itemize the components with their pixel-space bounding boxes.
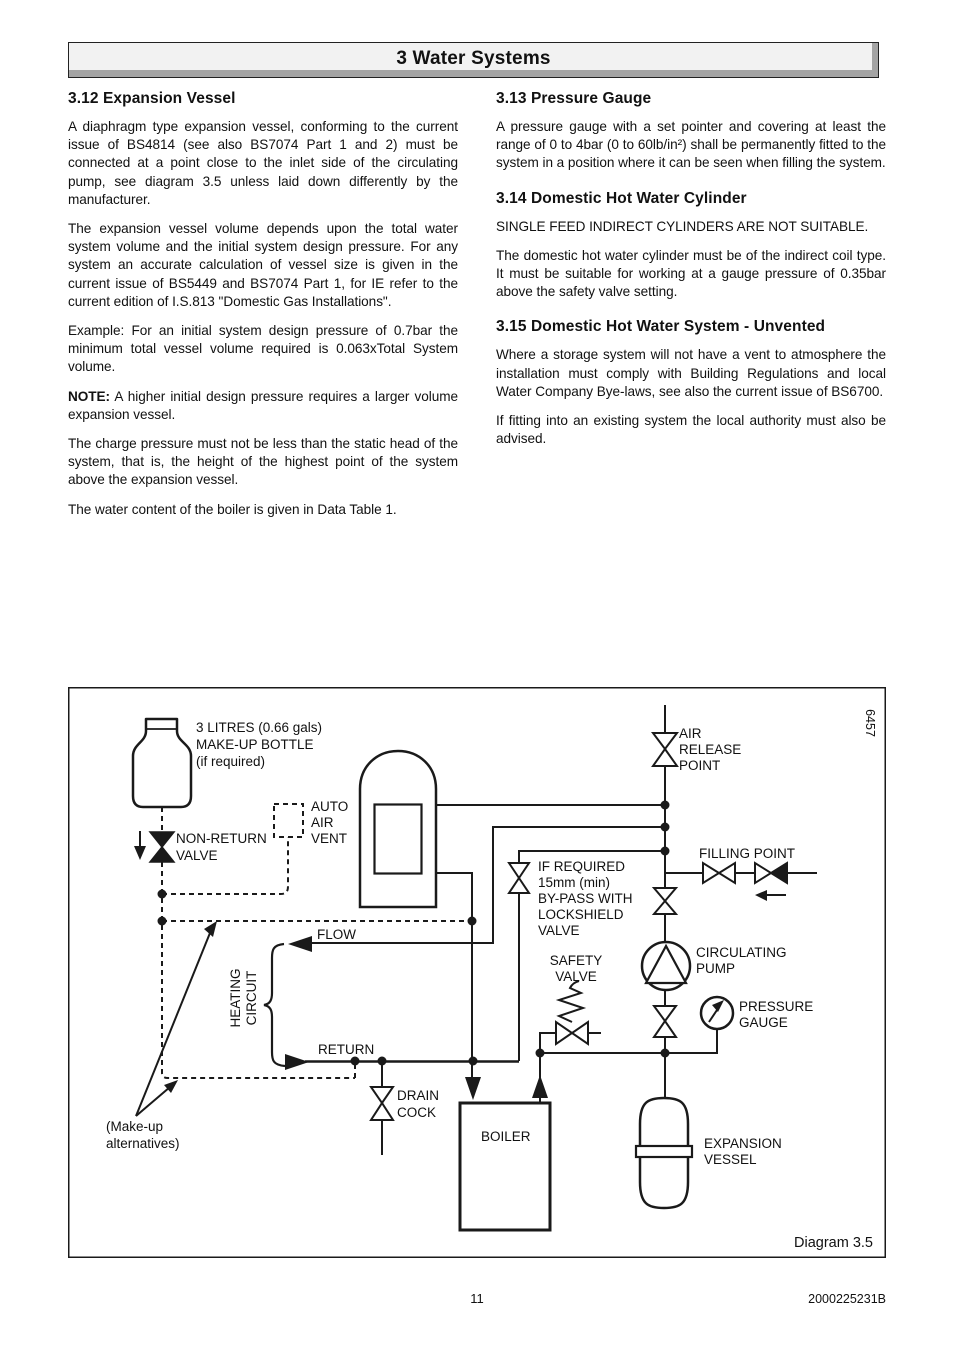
label-drain-cock: DRAIN — [397, 1088, 440, 1103]
label-safety-valve: VALVE — [555, 969, 597, 984]
label-make-up-bottle: 3 LITRES (0.66 gals) — [196, 720, 323, 735]
heading-3-15: 3.15 Domestic Hot Water System - Unvented — [496, 318, 826, 336]
air-release-valve-icon — [653, 733, 677, 766]
label-pressure-gauge: PRESSURE — [739, 999, 814, 1014]
label-bypass: IF REQUIRED — [538, 859, 626, 874]
label-drain-cock: COCK — [397, 1105, 437, 1120]
main-line-valve-icon — [654, 888, 676, 914]
label-heating-circuit: HEATING — [228, 968, 243, 1028]
pump-isolating-valve-icon — [654, 1006, 676, 1037]
lockshield-bypass-valve-icon — [509, 863, 529, 893]
filling-flow-arrowhead — [755, 890, 767, 901]
filling-valve-icon — [703, 863, 735, 883]
pressure-gauge-icon — [701, 997, 733, 1029]
diagram-caption: Diagram 3.5 — [794, 1235, 873, 1251]
label-auto-air-vent: AUTO — [311, 799, 349, 814]
label-make-up-bottle: (if required) — [196, 754, 266, 769]
label-return: RETURN — [318, 1042, 375, 1057]
paragraph: The water content of the boiler is given in Data Table 1. — [68, 501, 397, 517]
makeup-arrow-long — [136, 928, 212, 1116]
label-bypass: 15mm (min) — [538, 875, 611, 890]
label-auto-air-vent: AIR — [311, 815, 334, 830]
paragraph: Where a storage system will not have a vent to atmosphere the installation must comply with Building Regulations and local Water Company Bye-laws, see also the current issue of BS6700. — [496, 347, 886, 399]
water-system-diagram — [68, 687, 886, 1258]
right-column — [496, 90, 886, 459]
safety-valve-spring — [559, 981, 583, 1022]
label-bypass: VALVE — [538, 923, 580, 938]
safety-valve-stub — [540, 1033, 601, 1053]
make-up-bottle-shape — [133, 719, 191, 807]
page-title: 3 Water Systems — [396, 48, 551, 69]
safety-valve-icon — [556, 1022, 588, 1044]
section-title-bar — [68, 42, 879, 78]
paragraph: A pressure gauge with a set pointer and covering at least the range of 0 to 4bar (0 to 60lb/in²) shall be permanently fitted to the system in a position where it can be seen when filling the system. — [496, 119, 886, 171]
paragraph: The charge pressure must not be less than the static head of the system, that is, the height of the highest point of the system above the expansion vessel. — [68, 436, 458, 488]
flow-arrowhead — [288, 936, 312, 952]
auto-air-vent-box — [274, 804, 303, 837]
page-number: 11 — [470, 1291, 484, 1306]
paragraph: SINGLE FEED INDIRECT CYLINDERS ARE NOT SUITABLE. — [496, 218, 869, 234]
filling-check-valve-icon — [755, 863, 787, 883]
note-text: A higher initial design pressure requires a larger volume expansion vessel. — [68, 388, 458, 422]
paragraph-note — [68, 388, 458, 424]
heading-3-12: 3.12 Expansion Vessel — [68, 90, 236, 107]
label-circulating-pump: PUMP — [696, 961, 736, 976]
label-expansion-vessel: VESSEL — [704, 1152, 757, 1167]
heading-3-14: 3.14 Domestic Hot Water Cylinder — [496, 189, 747, 207]
label-non-return-valve: VALVE — [176, 848, 218, 863]
label-bypass: BY-PASS WITH — [538, 891, 633, 906]
note-prefix: NOTE: — [68, 388, 111, 404]
paragraph: The domestic hot water cylinder must be of the indirect coil type. It must be suitable for working at a gauge pressure of 0.35bar above the safety valve setting. — [496, 247, 886, 300]
nrv-flow-arrowhead — [134, 846, 146, 860]
label-filling-point: FILLING POINT — [699, 846, 796, 861]
label-heating-circuit: CIRCUIT — [244, 970, 259, 1026]
drain-cock-valve-icon — [371, 1087, 393, 1120]
label-make-up-bottle: MAKE-UP BOTTLE — [196, 737, 314, 752]
label-make-up-alternatives: (Make-up — [106, 1119, 164, 1134]
makeup-long-arrowhead — [204, 921, 217, 937]
heading-3-13: 3.13 Pressure Gauge — [496, 90, 652, 107]
label-non-return-valve: NON-RETURN — [176, 831, 267, 846]
return-arrowhead — [285, 1054, 309, 1070]
label-make-up-alternatives: alternatives) — [106, 1136, 180, 1151]
paragraph: If fitting into an existing system the local authority must also be advised. — [496, 413, 886, 447]
heating-circuit-brace — [264, 944, 285, 1066]
label-air-release-point: AIR — [679, 726, 702, 741]
left-column — [68, 90, 458, 530]
boiler-flow-arrowhead — [532, 1075, 548, 1098]
label-boiler: BOILER — [481, 1129, 531, 1144]
circulating-pump-icon — [642, 942, 690, 990]
label-expansion-vessel: EXPANSION — [704, 1136, 782, 1151]
paragraph: The expansion vessel volume depends upon the total water system volume and the initial system design pressure. For any system an accurate calculation of vessel size is given in the current issue of BS5449 and BS7074 Part 1, for IE refer to the current edition of I.S.813 "Domestic Gas Installations". — [68, 221, 458, 309]
label-circulating-pump: CIRCULATING — [696, 945, 787, 960]
label-flow: FLOW — [317, 927, 356, 942]
paragraph: Example: For an initial system design pressure of 0.7bar the minimum total vessel volume required is 0.063xTotal System volume. — [68, 323, 458, 375]
diagram-ref-number: 6457 — [863, 709, 877, 737]
paragraph: A diaphragm type expansion vessel, conforming to the current issue of BS4814 (see also BS7074 Part 1 and 2) must be connected at a point close to the inlet side of the circulating pump, see diagram 3.5 unless laid down differently by the manufacturer. — [68, 119, 458, 207]
label-bypass: LOCKSHIELD — [538, 907, 624, 922]
boiler-return-arrowhead — [465, 1077, 481, 1100]
label-pressure-gauge: GAUGE — [739, 1015, 788, 1030]
hot-water-cylinder-shape — [360, 751, 436, 907]
boiler-box — [460, 1103, 550, 1230]
label-air-release-point: POINT — [679, 758, 721, 773]
label-auto-air-vent: VENT — [311, 831, 348, 846]
document-reference: 2000225231B — [808, 1292, 886, 1306]
expansion-vessel-icon — [636, 1098, 692, 1208]
label-safety-valve: SAFETY — [549, 953, 603, 968]
label-air-release-point: RELEASE — [679, 742, 742, 757]
non-return-valve-icon — [150, 832, 174, 862]
